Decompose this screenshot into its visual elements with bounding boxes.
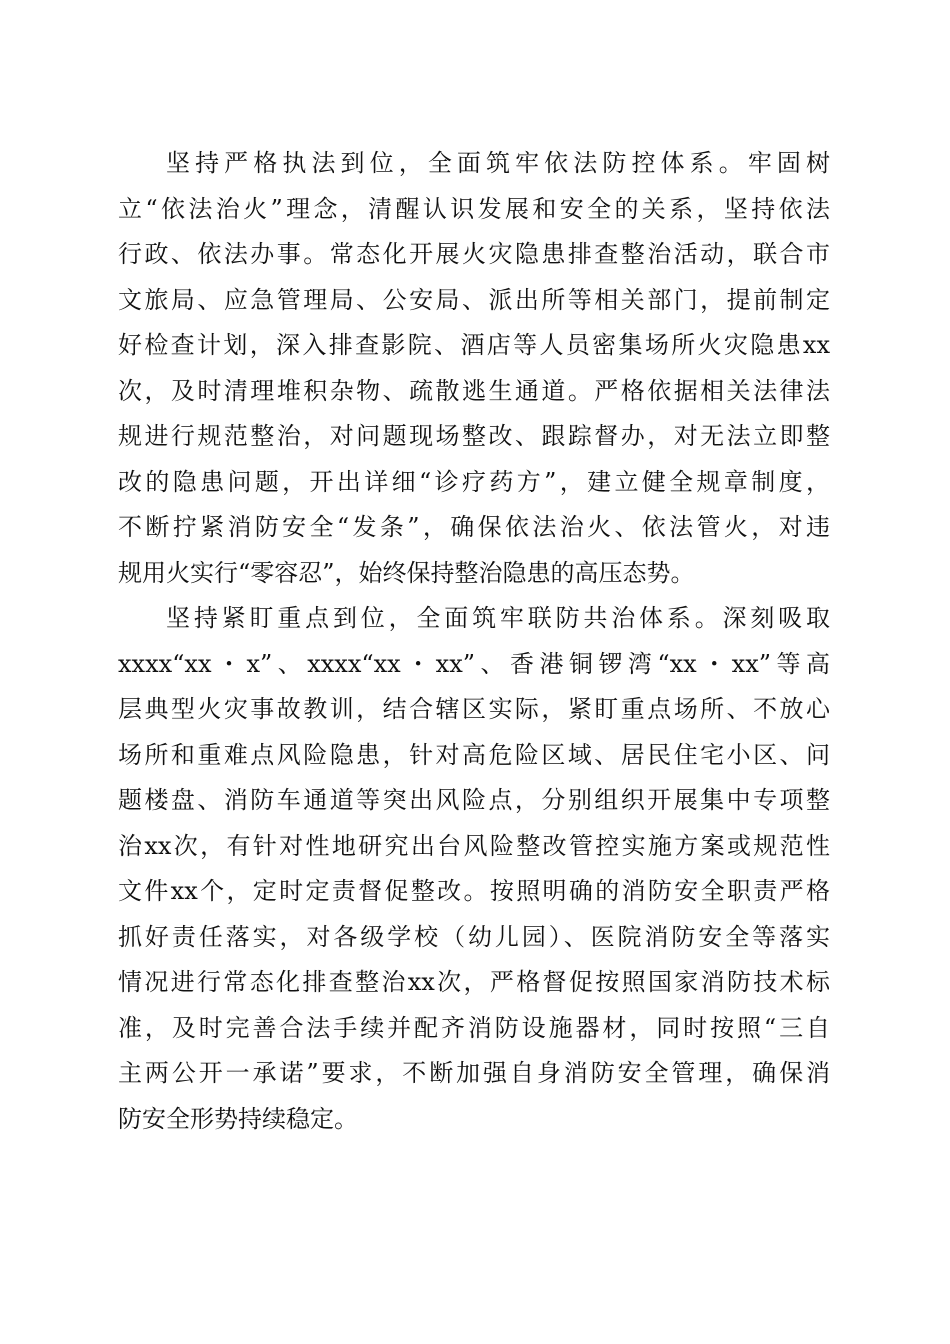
- paragraph-line: 规用火实行“零容忍”，始终保持整治隐患的高压态势。: [118, 558, 695, 587]
- paragraph-line: 治xx次，有针对性地研究出台风险整改管控实施方案或规范性: [118, 831, 830, 860]
- paragraph-line: 规进行规范整治，对问题现场整改、跟踪督办，对无法立即整: [118, 422, 830, 450]
- paragraph-line: 次，及时清理堆积杂物、疏散逃生通道。严格依据相关法律法: [118, 376, 830, 405]
- paragraph-line: 层典型火灾事故教训，结合辖区实际，紧盯重点场所、不放心: [118, 695, 830, 723]
- paragraph-line: xxxx“xx・x”、xxxx“xx・xx”、香港铜锣湾“xx・xx”等高: [118, 649, 830, 678]
- paragraph-line: 改的隐患问题，开出详细“诊疗药方”，建立健全规章制度，: [118, 467, 830, 496]
- paragraph-line: 坚持紧盯重点到位，全面筑牢联防共治体系。深刻吸取: [166, 604, 830, 632]
- paragraph-line: 行政、依法办事。常态化开展火灾隐患排查整治活动，联合市: [118, 240, 830, 268]
- paragraph-line: 好检查计划，深入排查影院、酒店等人员密集场所火灾隐患xx: [118, 331, 830, 359]
- paragraph-line: 文旅局、应急管理局、公安局、派出所等相关部门，提前制定: [118, 285, 830, 314]
- paragraph-line: 准，及时完善合法手续并配齐消防设施器材，同时按照“三自: [118, 1013, 830, 1042]
- paragraph-line: 文件xx个，定时定责督促整改。按照明确的消防安全职责严格: [118, 877, 830, 905]
- paragraph-line: 场所和重难点风险隐患，针对高危险区域、居民住宅小区、问: [118, 740, 830, 769]
- paragraph-1: [118, 141, 830, 596]
- document-body: [118, 141, 830, 1142]
- paragraph-line: 情况进行常态化排查整治xx次，严格督促按照国家消防技术标: [118, 968, 830, 996]
- paragraph-2: [118, 596, 830, 1142]
- paragraph-line: 坚持严格执法到位，全面筑牢依法防控体系。牢固树: [166, 149, 830, 177]
- paragraph-line: 立“依法治火”理念，清醒认识发展和安全的关系，坚持依法: [118, 194, 830, 223]
- paragraph-line: 题楼盘、消防车通道等突出风险点，分别组织开展集中专项整: [118, 786, 830, 814]
- paragraph-line: 主两公开一承诺”要求，不断加强自身消防安全管理，确保消: [118, 1059, 830, 1087]
- paragraph-line: 防安全形势持续稳定。: [118, 1104, 358, 1133]
- paragraph-line: 不断拧紧消防安全“发条”，确保依法治火、依法管火，对违: [118, 513, 830, 541]
- paragraph-line: 抓好责任落实，对各级学校（幼儿园）、医院消防安全等落实: [118, 922, 830, 951]
